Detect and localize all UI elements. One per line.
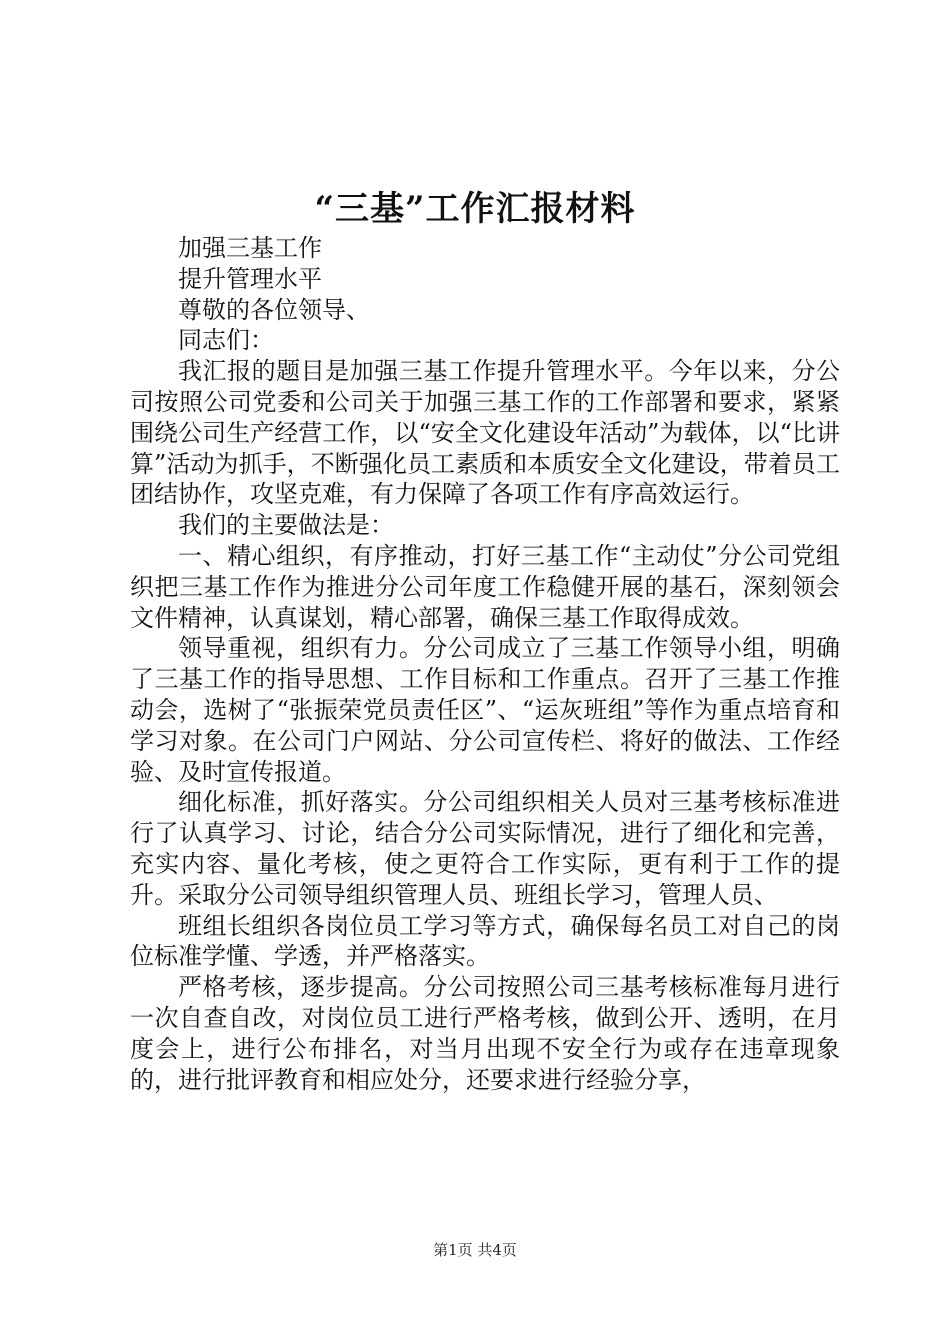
paragraph: 领导重视，组织有力。分公司成立了三基工作领导小组，明确了三基工作的指导思想、工作目标和工作重点。召开了三基工作推动会，选树了“张振荣党员责任区”、“运灰班组”等作为重点培育和学习对象。在公司门户网站、分公司宣传栏、将好的做法、工作经验、及时宣传报道。 [130,634,840,786]
salutation-line-2: 同志们： [178,326,274,355]
subtitle-line-2: 提升管理水平 [178,264,322,293]
paragraph: 一、精心组织，有序推动，打好三基工作“主动仗”分公司党组织把三基工作作为推进分公司年度工作稳健开展的基石，深刻领会文件精神，认真谋划，精心部署，确保三基工作取得成效。 [130,541,840,632]
paragraph: 细化标准，抓好落实。分公司组织相关人员对三基考核标准进行了认真学习、讨论，结合分公司实际情况，进行了细化和完善，充实内容、量化考核，使之更符合工作实际，更有利于工作的提升。采取分公司领导组织管理人员、班组长学习，管理人员、 [130,788,840,909]
salutation-line-1: 尊敬的各位领导、 [178,295,370,324]
page-number-footer: 第1页 共4页 [433,1241,517,1259]
paragraph: 我们的主要做法是： [178,511,394,540]
document-body [130,233,840,1095]
subtitle-line-1: 加强三基工作 [178,234,322,262]
paragraph: 我汇报的题目是加强三基工作提升管理水平。今年以来，分公司按照公司党委和公司关于加强三基工作的工作部署和要求，紧紧围绕公司生产经营工作，以“安全文化建设年活动”为载体，以“比讲算”活动为抓手，不断强化员工素质和本质安全文化建设，带着员工团结协作，攻坚克难，有力保障了各项工作有序高效运行。 [130,357,840,509]
document-title: “三基”工作汇报材料 [314,189,636,229]
paragraph: 严格考核，逐步提高。分公司按照公司三基考核标准每月进行一次自查自改，对岗位员工进行严格考核，做到公开、透明，在月度会上，进行公布排名，对当月出现不安全行为或存在违章现象的，进行批评教育和相应处分，还要求进行经验分享， [130,973,840,1094]
paragraph: 班组长组织各岗位员工学习等方式，确保每名员工对自己的岗位标准学懂、学透，并严格落实。 [130,911,840,971]
